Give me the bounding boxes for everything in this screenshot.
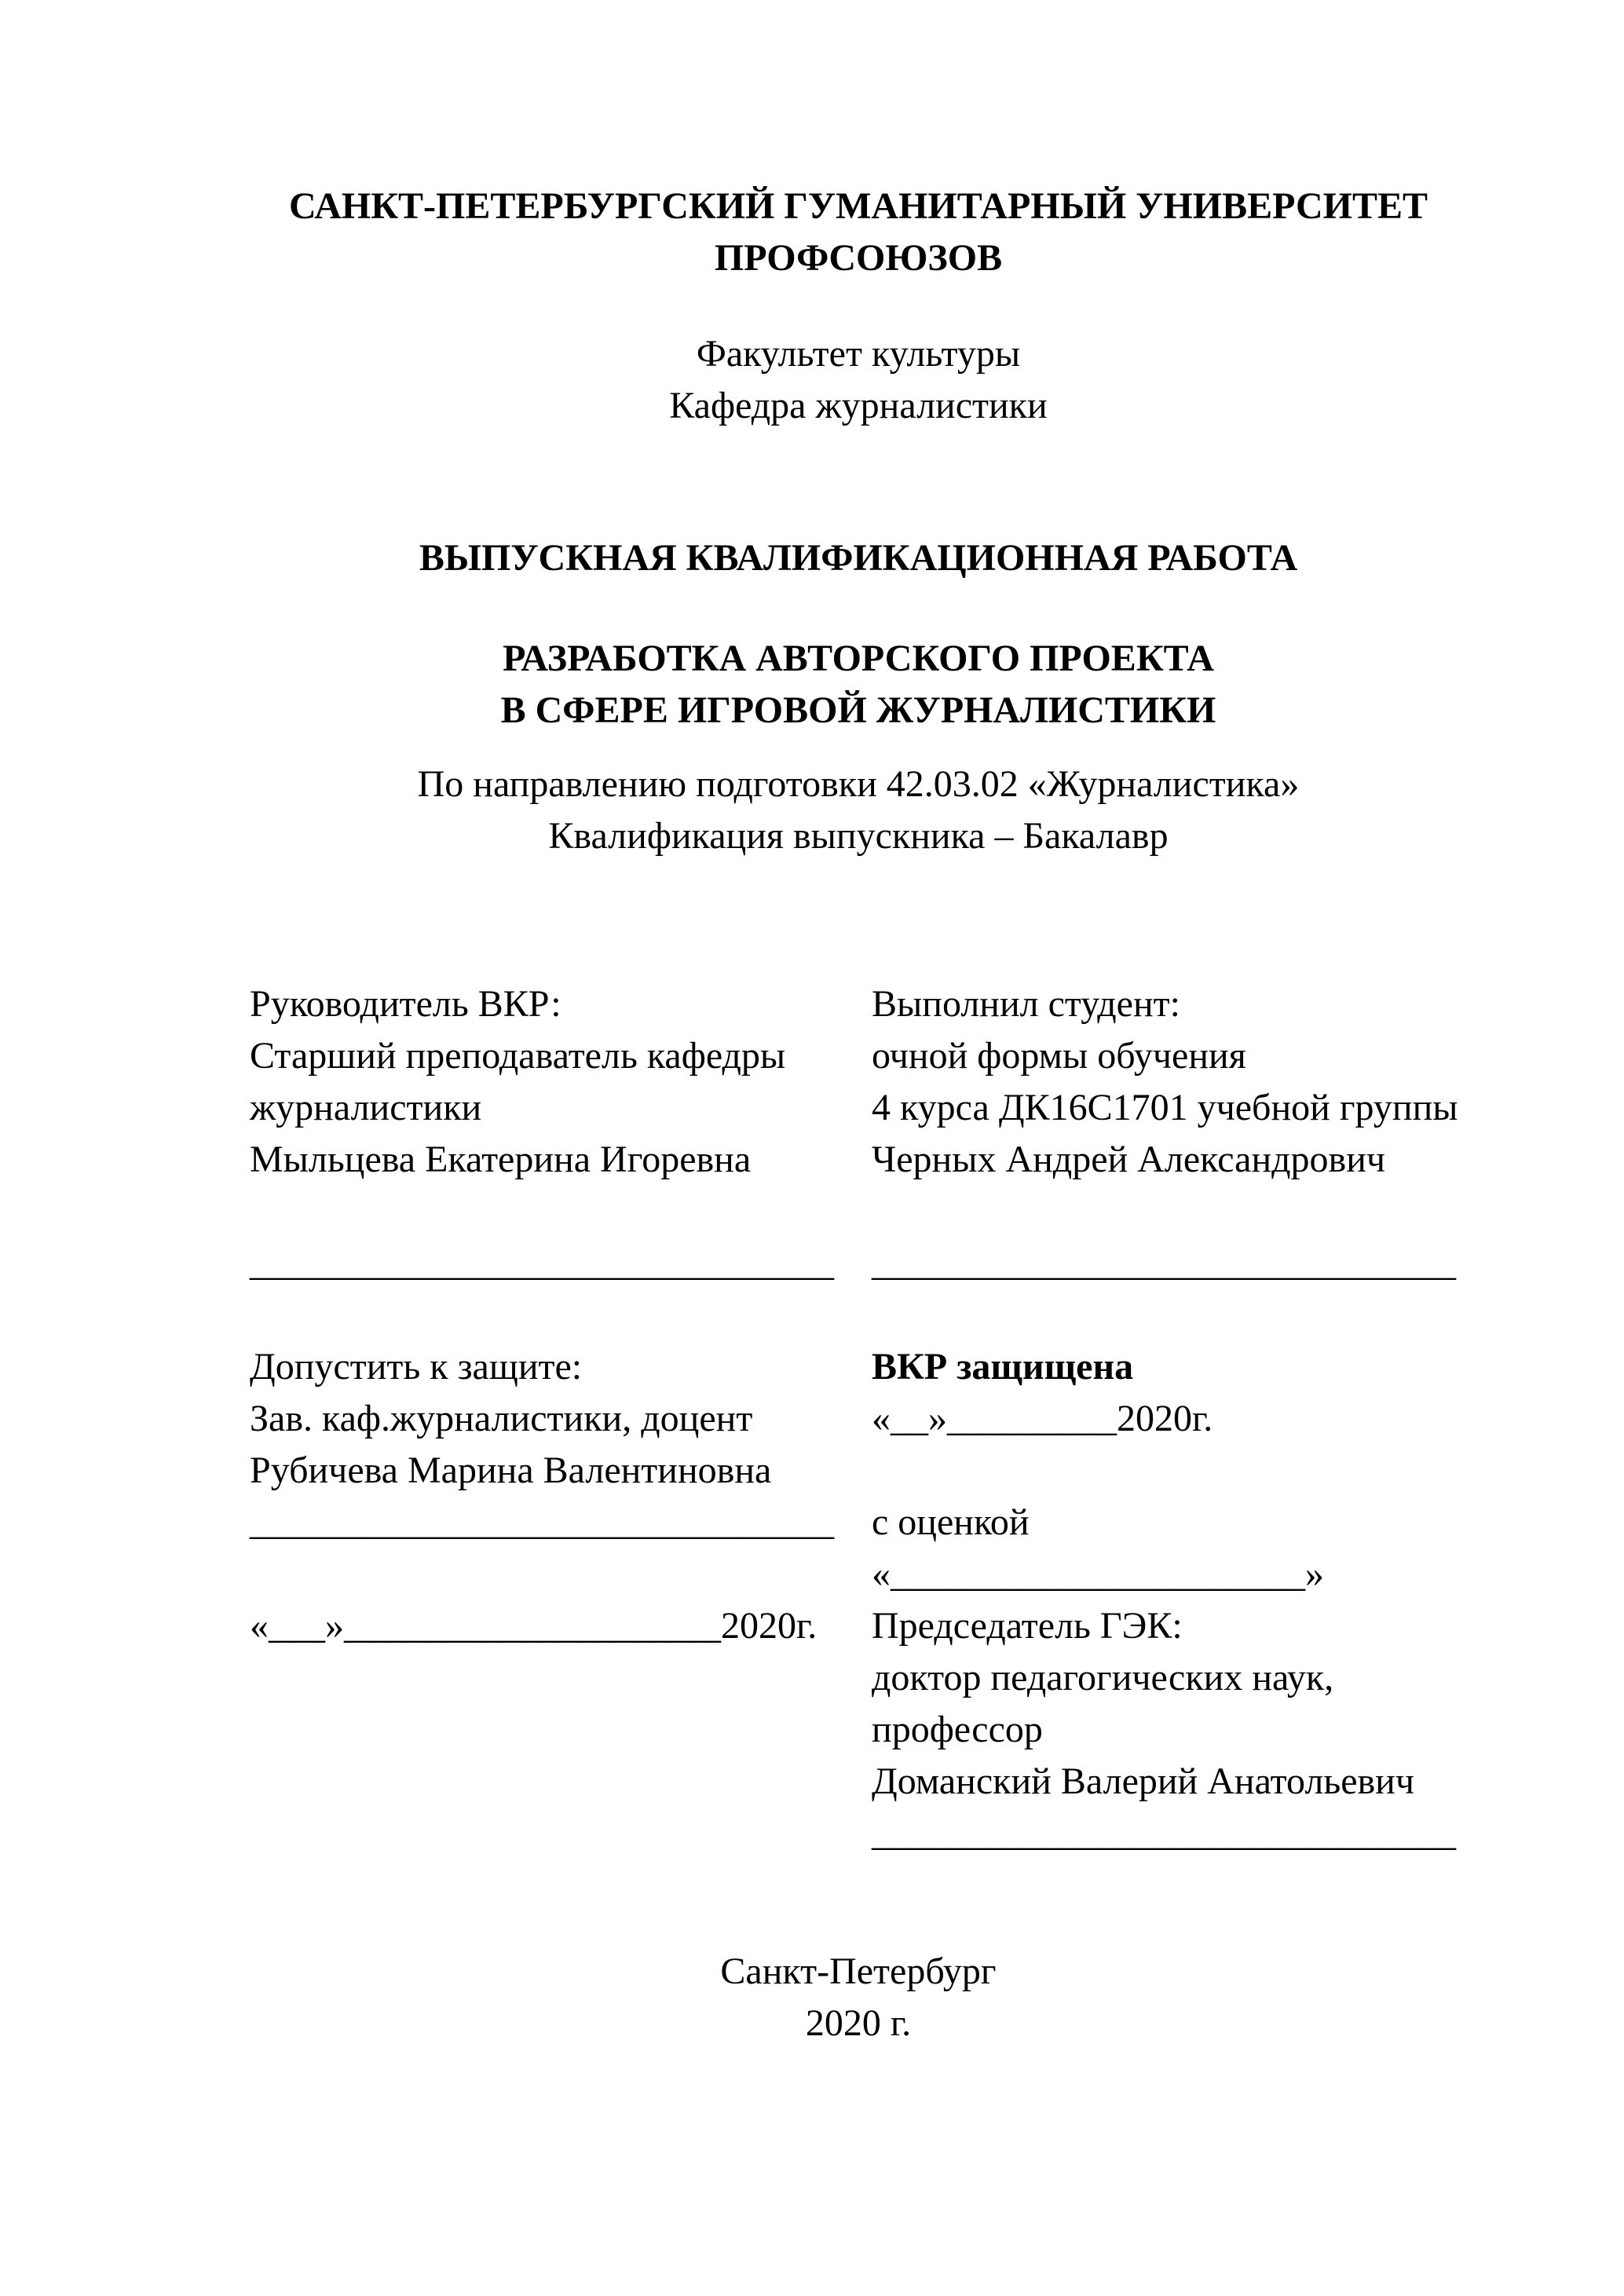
- admission-position: Зав. каф.журналистики, доцент: [250, 1398, 753, 1439]
- thesis-title-line2: В СФЕРЕ ИГРОВОЙ ЖУРНАЛИСТИКИ: [500, 689, 1216, 731]
- supervisor-name: Мыльцева Екатерина Игоревна: [250, 1139, 752, 1180]
- qualification-line: Квалификация выпускника – Бакалавр: [548, 815, 1169, 857]
- program-block: [250, 759, 1467, 862]
- student-name: Черных Андрей Александрович: [872, 1139, 1386, 1180]
- admission-signature-line: _______________________________: [250, 1501, 834, 1543]
- spacer: [250, 1186, 872, 1238]
- supervisor-signature-line: _______________________________: [250, 1242, 834, 1284]
- grade-label: с оценкой: [872, 1501, 1030, 1543]
- chair-name: Доманский Валерий Анатольевич: [872, 1760, 1415, 1802]
- student-signature-line: _______________________________: [872, 1242, 1456, 1284]
- header-block: [250, 181, 1467, 862]
- admission-date-line: «___»____________________2020г.: [250, 1605, 817, 1647]
- spacer: [250, 1289, 872, 1341]
- admission-name: Рубичева Марина Валентиновна: [250, 1450, 772, 1491]
- grade-blank-line: «______________________»: [872, 1553, 1324, 1595]
- footer-year: 2020 г.: [805, 2002, 912, 2044]
- signatures-section: [250, 978, 1467, 1859]
- spacer: [872, 1289, 1467, 1341]
- work-type-heading: ВЫПУСКНАЯ КВАЛИФИКАЦИОННАЯ РАБОТА: [419, 537, 1298, 579]
- defense-signature-line: _______________________________: [872, 1812, 1456, 1854]
- student-column: [872, 978, 1467, 1859]
- student-label: Выполнил студент:: [872, 983, 1180, 1025]
- chair-degree: доктор педагогических наук,: [872, 1657, 1334, 1698]
- spacer: [250, 1548, 872, 1600]
- university-name-line1: САНКТ-ПЕТЕРБУРГСКИЙ ГУМАНИТАРНЫЙ УНИВЕРСИТЕТ: [288, 185, 1428, 227]
- thesis-title: [250, 633, 1467, 737]
- spacer: [872, 1186, 1467, 1238]
- university-name-line2: ПРОФСОЮЗОВ: [714, 237, 1003, 279]
- supervisor-position-line2: журналистики: [250, 1087, 482, 1128]
- spacer: [872, 1445, 1467, 1497]
- gek-chair-label: Председатель ГЭК:: [872, 1605, 1183, 1647]
- university-name: [250, 181, 1467, 284]
- program-line: По направлению подготовки 42.03.02 «Журналистика»: [417, 763, 1300, 805]
- student-info-line2: 4 курса ДК16С1701 учебной группы: [872, 1087, 1458, 1128]
- faculty-name: Факультет культуры: [696, 333, 1021, 375]
- footer-block: [250, 1946, 1467, 2049]
- thesis-title-line1: РАЗРАБОТКА АВТОРСКОГО ПРОЕКТА: [503, 638, 1214, 679]
- chair-title: профессор: [872, 1709, 1043, 1750]
- defense-status-label: ВКР защищена: [872, 1346, 1134, 1387]
- defense-date-line: «__»_________2020г.: [872, 1398, 1213, 1439]
- supervisor-column: [250, 978, 872, 1859]
- faculty-block: [250, 328, 1467, 432]
- supervisor-label: Руководитель ВКР:: [250, 983, 561, 1025]
- admission-label: Допустить к защите:: [250, 1346, 583, 1387]
- department-name: Кафедра журналистики: [669, 385, 1048, 426]
- supervisor-position-line1: Старший преподаватель кафедры: [250, 1035, 786, 1077]
- student-info-line1: очной формы обучения: [872, 1035, 1246, 1077]
- footer-city: Санкт-Петербург: [720, 1951, 997, 1992]
